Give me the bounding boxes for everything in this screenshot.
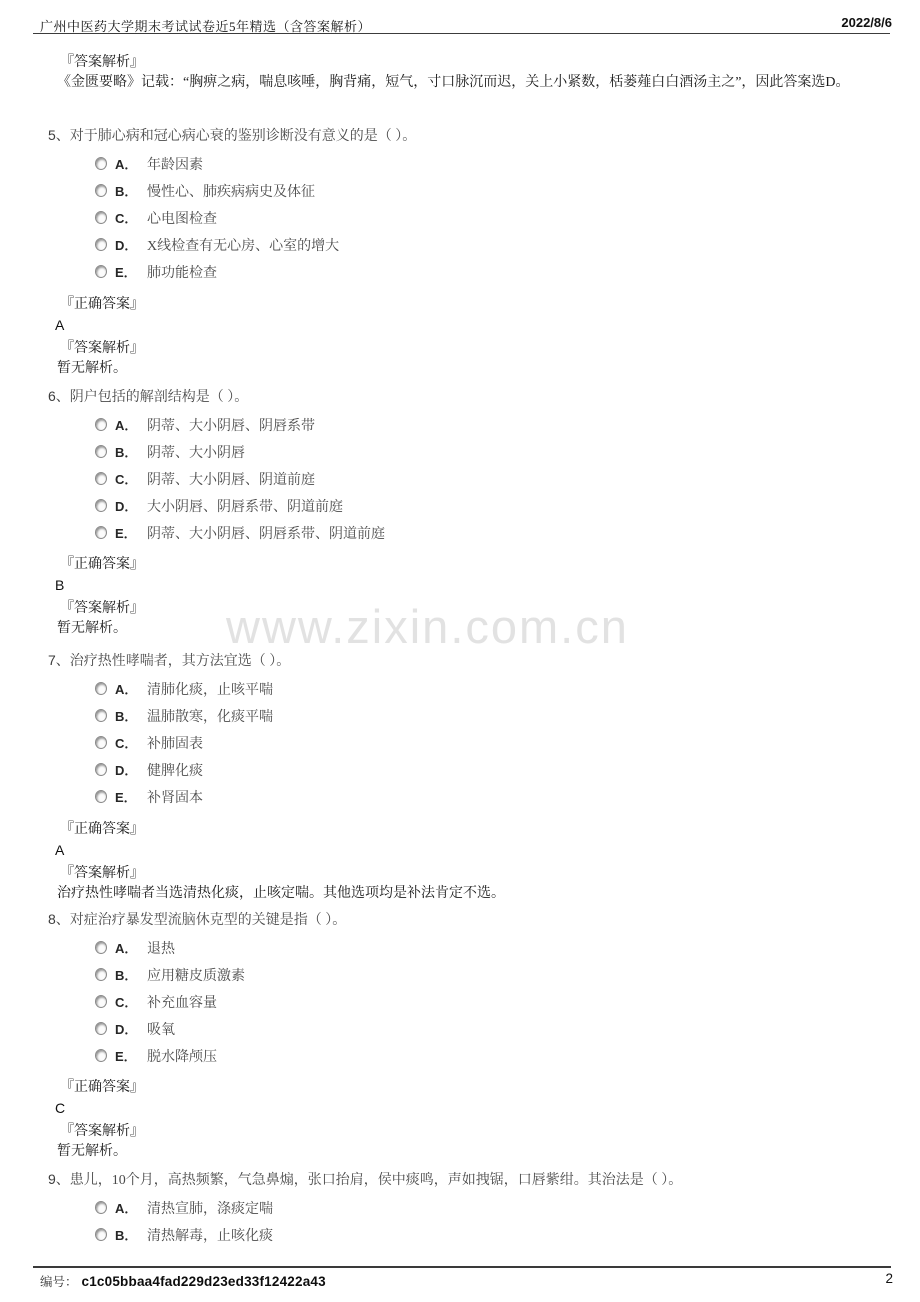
option-row bbox=[95, 1015, 346, 1042]
option-letter: C． bbox=[115, 472, 138, 487]
option-letter: B． bbox=[115, 709, 138, 724]
watermark: www.zixin.com.cn bbox=[226, 600, 629, 653]
option-letter: E． bbox=[115, 1049, 137, 1064]
option-row bbox=[95, 1042, 346, 1069]
page-header-date: 2022/8/6 bbox=[841, 15, 892, 30]
option-letter: B． bbox=[115, 184, 138, 199]
analysis-text: 暂无解析。 bbox=[57, 361, 127, 376]
correct-answer-value: A bbox=[55, 317, 65, 333]
option-text: 阴蒂、大小阴唇 bbox=[147, 445, 245, 461]
radio-button-icon[interactable] bbox=[95, 499, 107, 512]
option-text: 健脾化痰 bbox=[147, 763, 203, 779]
question-9 bbox=[48, 1169, 682, 1248]
analysis-label: 『答案解析』 bbox=[60, 866, 144, 881]
option-row bbox=[95, 675, 290, 702]
option-letter: A． bbox=[115, 418, 138, 433]
analysis-text: 暂无解析。 bbox=[57, 1144, 127, 1159]
serial-label: 编号： bbox=[40, 1275, 78, 1289]
option-letter: D． bbox=[115, 1022, 138, 1037]
intro-analysis-block bbox=[55, 53, 869, 92]
option-letter: B． bbox=[115, 445, 138, 460]
option-text: 清热解毒，止咳化痰 bbox=[147, 1228, 273, 1244]
option-row bbox=[95, 961, 346, 988]
option-text: 清热宣肺，涤痰定喘 bbox=[147, 1201, 273, 1217]
option-letter: C． bbox=[115, 736, 138, 751]
option-row bbox=[95, 465, 385, 492]
correct-answer-value: A bbox=[55, 842, 65, 858]
option-letter: B． bbox=[115, 1228, 138, 1243]
serial-code: c1c05bbaa4fad229d23ed33f12422a43 bbox=[81, 1274, 326, 1289]
question-6 bbox=[48, 386, 385, 546]
analysis-label: 『答案解析』 bbox=[60, 55, 144, 70]
answer-block-7 bbox=[55, 820, 505, 903]
analysis-text: 治疗热性哮喘者当选清热化痰，止咳定喘。其他选项均是补法肯定不选。 bbox=[57, 886, 505, 901]
option-row bbox=[95, 411, 385, 438]
radio-button-icon[interactable] bbox=[95, 736, 107, 749]
option-row bbox=[95, 783, 290, 810]
correct-answer-label: 『正确答案』 bbox=[60, 297, 144, 312]
radio-button-icon[interactable] bbox=[95, 1201, 107, 1214]
option-letter: D． bbox=[115, 763, 138, 778]
option-text: 应用糖皮质激素 bbox=[147, 968, 245, 984]
option-row bbox=[95, 438, 385, 465]
option-text: 退热 bbox=[147, 941, 175, 957]
option-text: 年龄因素 bbox=[147, 157, 203, 173]
radio-button-icon[interactable] bbox=[95, 184, 107, 197]
option-row bbox=[95, 231, 416, 258]
option-text: 阴蒂、大小阴唇、阴唇系带、阴道前庭 bbox=[147, 526, 385, 542]
option-row bbox=[95, 756, 290, 783]
options-list bbox=[48, 1194, 682, 1248]
footer-serial bbox=[40, 1272, 326, 1290]
option-text: 阴蒂、大小阴唇、阴道前庭 bbox=[147, 472, 315, 488]
option-text: 温肺散寒，化痰平喘 bbox=[147, 709, 273, 725]
answer-block-8 bbox=[55, 1078, 144, 1161]
correct-answer-value: C bbox=[55, 1100, 66, 1116]
option-letter: E． bbox=[115, 265, 137, 280]
option-letter: A． bbox=[115, 941, 138, 956]
option-text: 清肺化痰，止咳平喘 bbox=[147, 682, 273, 698]
page-number: 2 bbox=[885, 1271, 893, 1286]
radio-button-icon[interactable] bbox=[95, 995, 107, 1008]
radio-button-icon[interactable] bbox=[95, 1049, 107, 1062]
options-list bbox=[48, 150, 416, 285]
option-row bbox=[95, 492, 385, 519]
option-letter: D． bbox=[115, 238, 138, 253]
option-text: 慢性心、肺疾病病史及体征 bbox=[147, 184, 315, 200]
question-number: 8、 bbox=[48, 911, 70, 927]
correct-answer-label: 『正确答案』 bbox=[60, 822, 144, 837]
radio-button-icon[interactable] bbox=[95, 1022, 107, 1035]
option-text: 补充血容量 bbox=[147, 995, 217, 1011]
option-text: 肺功能检查 bbox=[147, 265, 217, 281]
radio-button-icon[interactable] bbox=[95, 682, 107, 695]
option-text: 吸氧 bbox=[147, 1022, 175, 1038]
option-letter: D． bbox=[115, 499, 138, 514]
radio-button-icon[interactable] bbox=[95, 709, 107, 722]
radio-button-icon[interactable] bbox=[95, 445, 107, 458]
radio-button-icon[interactable] bbox=[95, 941, 107, 954]
option-text: X线检查有无心房、心室的增大 bbox=[147, 238, 340, 254]
correct-answer-value: B bbox=[55, 577, 65, 593]
question-7 bbox=[48, 650, 290, 810]
option-letter: A． bbox=[115, 1201, 138, 1216]
option-text: 阴蒂、大小阴唇、阴唇系带 bbox=[147, 418, 315, 434]
option-letter: A． bbox=[115, 157, 138, 172]
radio-button-icon[interactable] bbox=[95, 211, 107, 224]
option-letter: C． bbox=[115, 995, 138, 1010]
option-row bbox=[95, 729, 290, 756]
option-letter: E． bbox=[115, 526, 137, 541]
option-row bbox=[95, 150, 416, 177]
correct-answer-label: 『正确答案』 bbox=[60, 1080, 144, 1095]
radio-button-icon[interactable] bbox=[95, 526, 107, 539]
option-row bbox=[95, 258, 416, 285]
options-list bbox=[48, 675, 290, 810]
option-text: 心电图检查 bbox=[147, 211, 217, 227]
option-row bbox=[95, 519, 385, 546]
radio-button-icon[interactable] bbox=[95, 1228, 107, 1241]
header-divider bbox=[33, 33, 890, 34]
option-letter: A． bbox=[115, 682, 138, 697]
footer-divider bbox=[33, 1266, 891, 1268]
question-8 bbox=[48, 909, 346, 1069]
option-text: 补肺固表 bbox=[147, 736, 203, 752]
question-stem: 6、阴户包括的解剖结构是（ ）。 bbox=[48, 388, 249, 405]
question-stem: 8、对症治疗暴发型流脑休克型的关键是指（ ）。 bbox=[48, 911, 347, 928]
answer-block-6 bbox=[55, 555, 144, 638]
analysis-label: 『答案解析』 bbox=[60, 1124, 144, 1139]
options-list bbox=[48, 934, 346, 1069]
option-row bbox=[95, 988, 346, 1015]
analysis-label: 『答案解析』 bbox=[60, 601, 144, 616]
correct-answer-label: 『正确答案』 bbox=[60, 557, 144, 572]
question-number: 6、 bbox=[48, 388, 70, 404]
option-row bbox=[95, 934, 346, 961]
option-row bbox=[95, 1221, 682, 1248]
analysis-text: 暂无解析。 bbox=[57, 621, 127, 636]
question-5 bbox=[48, 125, 416, 285]
radio-button-icon[interactable] bbox=[95, 968, 107, 981]
question-stem: 5、对于肺心病和冠心病心衰的鉴别诊断没有意义的是（ ）。 bbox=[48, 127, 417, 144]
radio-button-icon[interactable] bbox=[95, 265, 107, 278]
question-number: 7、 bbox=[48, 652, 70, 668]
question-stem: 7、治疗热性哮喘者，其方法宜选（ ）。 bbox=[48, 652, 291, 669]
question-number: 9、 bbox=[48, 1171, 70, 1187]
radio-button-icon[interactable] bbox=[95, 790, 107, 803]
option-text: 大小阴唇、阴唇系带、阴道前庭 bbox=[147, 499, 343, 515]
radio-button-icon[interactable] bbox=[95, 472, 107, 485]
options-list bbox=[48, 411, 385, 546]
question-stem: 9、患儿，10个月，高热频繁，气急鼻煽，张口抬肩，侯中痰鸣，声如拽锯，口唇紫绀。其治法是（ ）。 bbox=[48, 1171, 683, 1188]
option-text: 补肾固本 bbox=[147, 790, 203, 806]
option-letter: C． bbox=[115, 211, 138, 226]
option-row bbox=[95, 1194, 682, 1221]
radio-button-icon[interactable] bbox=[95, 238, 107, 251]
option-text: 脱水降颅压 bbox=[147, 1049, 217, 1065]
option-row bbox=[95, 204, 416, 231]
option-row bbox=[95, 702, 290, 729]
analysis-text: 《金匮要略》记载：“胸痹之病，喘息咳唾，胸背痛，短气，寸口脉沉而迟，关上小紧数，栝蒌薤白白酒汤主之”，因此答案选D。 bbox=[57, 75, 850, 90]
radio-button-icon[interactable] bbox=[95, 157, 107, 170]
radio-button-icon[interactable] bbox=[95, 418, 107, 431]
option-letter: B． bbox=[115, 968, 138, 983]
analysis-label: 『答案解析』 bbox=[60, 341, 144, 356]
option-letter: E． bbox=[115, 790, 137, 805]
answer-block-5 bbox=[55, 295, 144, 378]
radio-button-icon[interactable] bbox=[95, 763, 107, 776]
question-number: 5、 bbox=[48, 127, 70, 143]
page-header-title: 广州中医药大学期末考试试卷近5年精选（含答案解析） bbox=[40, 19, 372, 34]
option-row bbox=[95, 177, 416, 204]
